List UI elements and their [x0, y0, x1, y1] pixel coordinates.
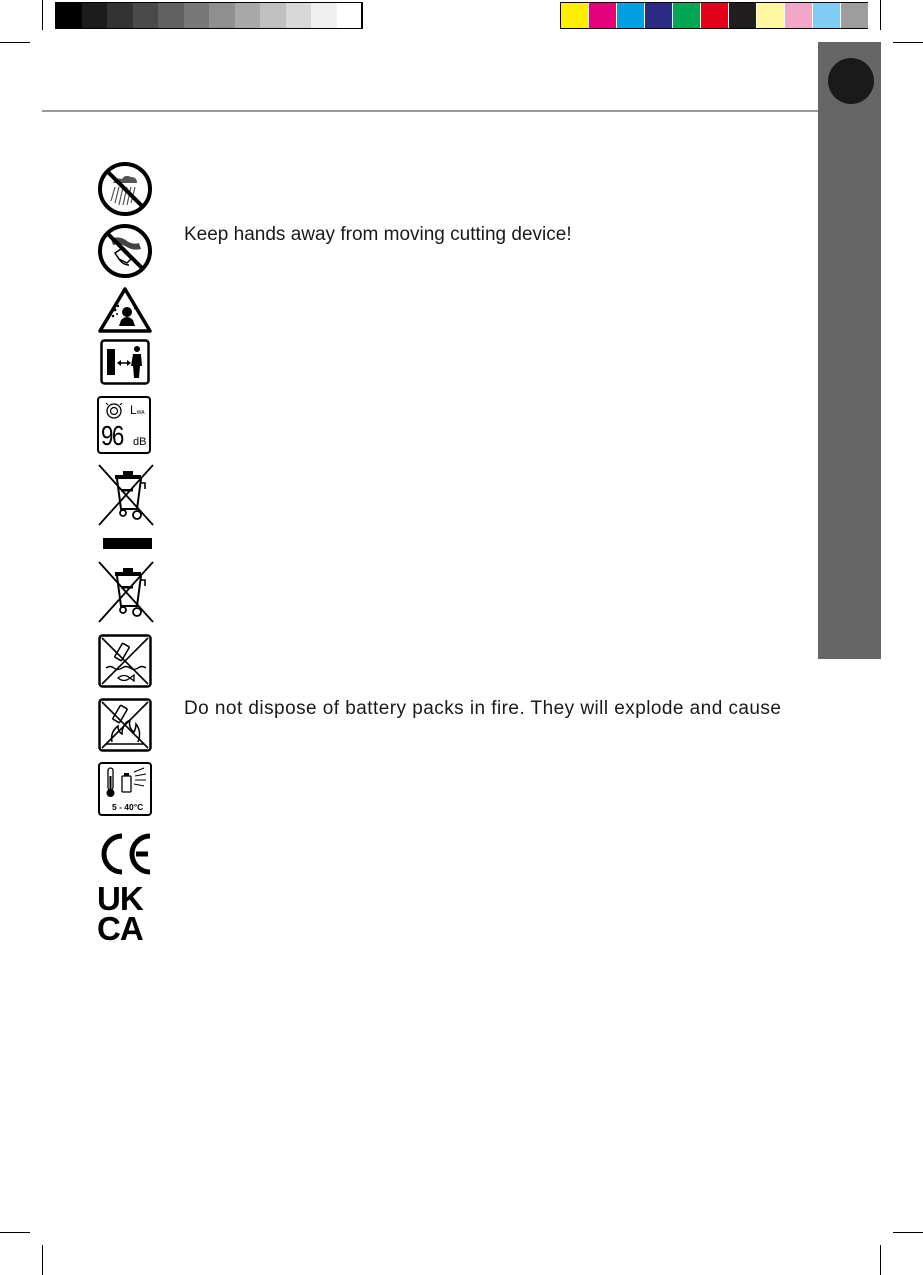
gray-swatch	[260, 3, 286, 28]
crop-mark-br-h	[893, 1232, 923, 1233]
color-swatch	[729, 3, 757, 28]
gray-swatch	[235, 3, 261, 28]
temperature-range: 5 - 40°C	[112, 802, 144, 812]
color-swatch	[645, 3, 673, 28]
noise-level-icon	[97, 396, 151, 454]
no-hands-icon	[97, 223, 153, 279]
ukca-mark-icon	[97, 880, 159, 947]
gray-swatch	[311, 3, 337, 28]
battery-bin-icon	[97, 560, 157, 624]
gray-swatch	[107, 3, 133, 28]
side-tab-dot	[828, 58, 874, 104]
header-rule	[42, 110, 818, 112]
gray-swatch	[209, 3, 235, 28]
noise-label: LWA	[130, 403, 145, 417]
ukca-bottom: CA	[97, 910, 143, 947]
color-swatch	[617, 3, 645, 28]
crop-mark-bl-h	[0, 1232, 30, 1233]
gray-swatch	[56, 3, 82, 28]
color-swatch	[785, 3, 813, 28]
crop-mark-bl-v	[42, 1245, 43, 1275]
gray-swatch	[158, 3, 184, 28]
noise-unit: dB	[133, 436, 147, 448]
no-rain-icon	[97, 161, 153, 217]
crop-mark-br-v	[880, 1245, 881, 1275]
gray-swatch	[286, 3, 312, 28]
ukca-top: UK	[97, 880, 143, 917]
crop-mark-tr-h	[893, 42, 923, 43]
color-swatch	[813, 3, 841, 28]
ce-mark-icon	[96, 830, 156, 878]
temperature-icon	[98, 762, 152, 816]
noise-value: 96	[101, 420, 123, 451]
crop-mark-tl-v	[42, 0, 43, 30]
gray-swatch	[133, 3, 159, 28]
color-swatch	[757, 3, 785, 28]
crop-mark-tr-v	[880, 0, 881, 30]
color-swatch	[589, 3, 617, 28]
no-battery-fire-icon	[98, 698, 152, 752]
no-battery-water-icon	[98, 634, 152, 688]
color-swatch	[673, 3, 701, 28]
weee-bin-icon	[97, 463, 157, 527]
color-swatch	[841, 3, 869, 28]
gray-swatch	[82, 3, 108, 28]
keep-distance-icon	[100, 339, 150, 385]
crop-mark-tl-h	[0, 42, 30, 43]
side-tab	[818, 42, 881, 659]
gray-swatch	[337, 3, 363, 28]
color-swatch	[561, 3, 589, 28]
debris-warning-icon	[97, 286, 153, 334]
weee-bar	[103, 538, 152, 549]
color-swatch	[701, 3, 729, 28]
instruction-fire-text: Do not dispose of battery packs in fire. They will explode and cause	[184, 698, 782, 719]
gray-swatch	[184, 3, 210, 28]
instruction-hands-text: Keep hands away from moving cutting device!	[184, 224, 572, 245]
